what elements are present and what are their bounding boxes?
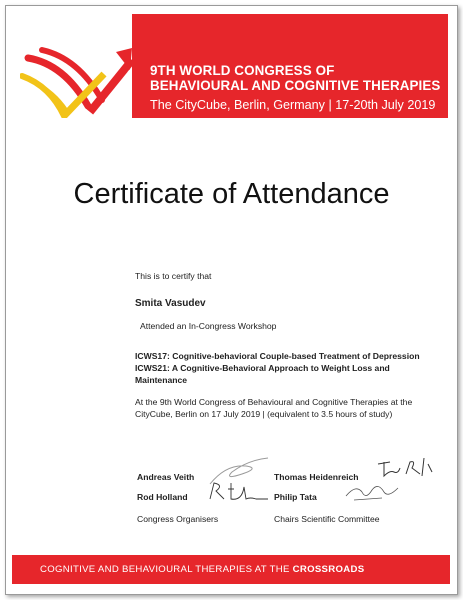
certify-text: This is to certify that [135, 271, 212, 281]
attendee-name: Smita Vasudev [135, 298, 206, 309]
arrows-logo-icon [20, 46, 132, 118]
signature-tata [342, 480, 400, 506]
signature-holland [206, 479, 270, 505]
footer-text-bold: CROSSROADS [292, 564, 365, 575]
certificate-page [5, 5, 458, 595]
congress-banner [132, 14, 448, 118]
workshop-2-line-2: Maintenance [135, 375, 188, 385]
footer-text [40, 564, 364, 575]
banner-line-2: BEHAVIOURAL AND COGNITIVE THERAPIES [150, 78, 441, 93]
footer-banner [12, 555, 450, 584]
attendance-type: Attended an In-Congress Workshop [140, 321, 277, 331]
signatory-right-role: Chairs Scientific Committee [274, 514, 380, 524]
statement-line-2: CityCube, Berlin on 17 July 2019 | (equivalent to 3.5 hours of study) [135, 409, 393, 419]
footer-text-regular: COGNITIVE AND BEHAVIOURAL THERAPIES AT THE [40, 564, 293, 575]
workshop-2-line-1: ICWS21: A Cognitive-Behavioral Approach to Weight Loss and [135, 363, 390, 373]
signature-heidenreich [376, 454, 436, 480]
banner-venue-date: The CityCube, Berlin, Germany | 17-20th July 2019 [150, 98, 436, 112]
banner-line-1: 9TH WORLD CONGRESS OF [150, 63, 335, 78]
signatory-left-2: Rod Holland [137, 492, 188, 502]
signatory-right-2: Philip Tata [274, 492, 317, 502]
statement-line-1: At the 9th World Congress of Behavioural and Cognitive Therapies at the [135, 397, 413, 407]
workshop-1: ICWS17: Cognitive-behavioral Couple-based Treatment of Depression [135, 351, 420, 361]
signatory-left-1: Andreas Veith [137, 472, 195, 482]
certificate-title: Certificate of Attendance [73, 178, 390, 210]
signatory-right-1: Thomas Heidenreich [274, 472, 359, 482]
signatory-left-role: Congress Organisers [137, 514, 219, 524]
